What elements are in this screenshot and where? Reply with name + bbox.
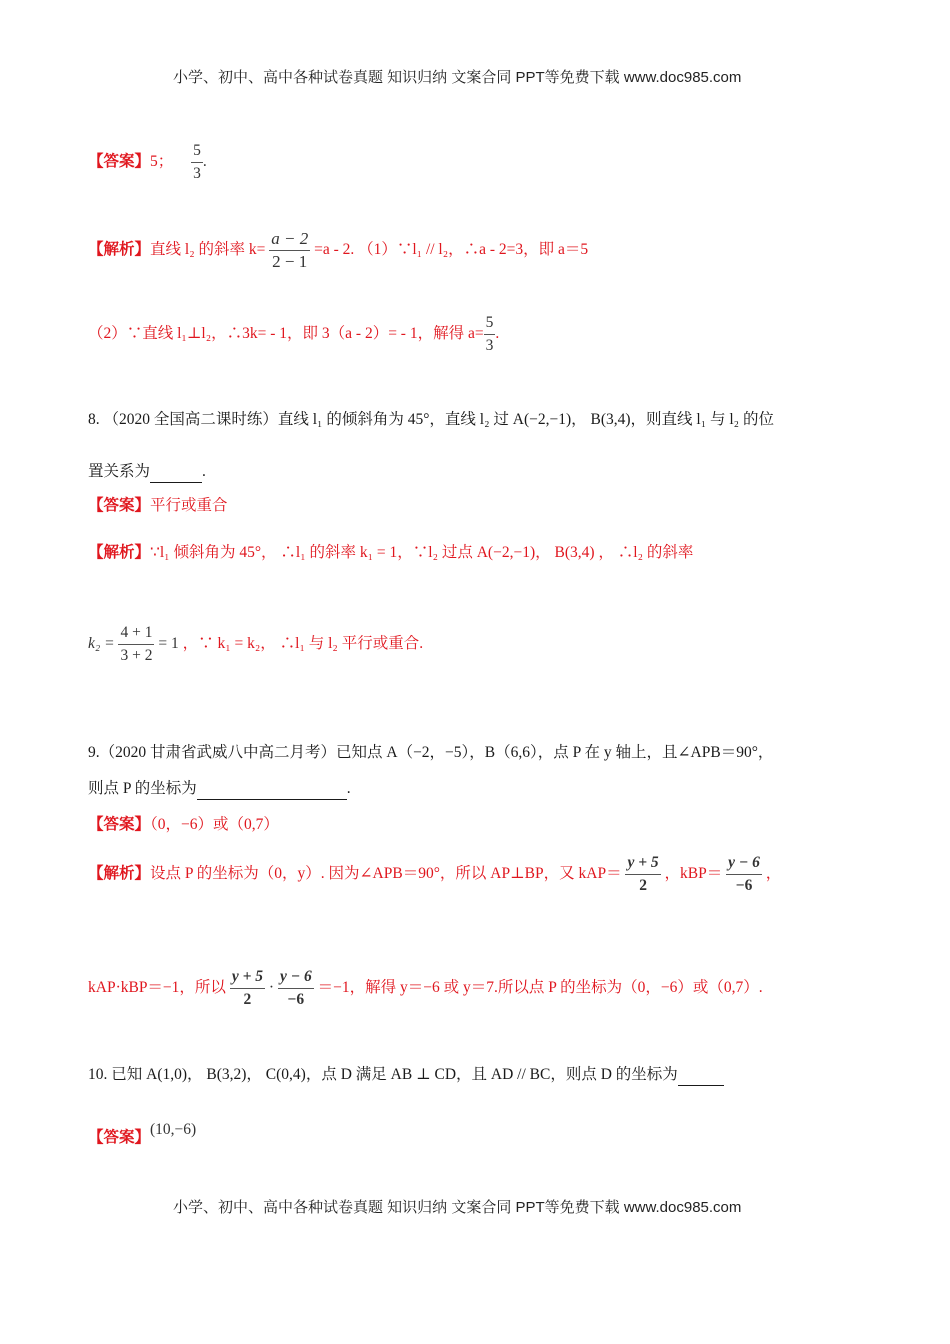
q8-question-line1: 8. （2020 全国高二课时练）直线 l₁ 的倾斜角为 45°，直线 l₂ 过 A(−2,−1)， B(3,4)，则直线 l₁ 与 l₂ 的位 xyxy=(88,411,774,428)
q9-analysis-line1: 【解析】设点 P 的坐标为（0，y）. 因为∠APB＝90°，所以 AP⊥BP，又 kAP＝ $\frac{y + 5}{2}$ ，kBP＝ $\frac{y - 6}{-6}$ ， xyxy=(88,852,781,897)
q7-slope-fraction: $\frac{a - 2}{2 - 1}$ xyxy=(271,229,309,271)
q9-kap-fraction: $\frac{y + 5}{2}$ xyxy=(627,854,659,894)
q8-analysis-line1: 【解析】∵l₁ 倾斜角为 45°， ∴l₁ 的斜率 k₁ = 1，∵l₂ 过点 A(−2,−1)， B(3,4) ， ∴l₂ 的斜率 xyxy=(88,544,694,561)
header-banner: 小学、初中、高中各种试卷真题 知识归纳 文案合同 PPT等免费下载 www.doc985.com xyxy=(173,69,742,86)
q8-question-line2: 置关系为 . xyxy=(88,462,206,483)
q10-answer: 【答案】(10,−6) xyxy=(88,1121,197,1146)
q7-answer-fraction: $\frac{5}{3}$ xyxy=(193,142,201,182)
q7-answer-prefix: 5； xyxy=(150,153,174,171)
q9-analysis-line2: kAP·kBP＝−1，所以 $\frac{y + 5}{2}$ · $\frac{y - 6}{-6}$ ＝−1，解得 y＝−6 或 y＝7.所以点 P 的坐标为（0，−6）或（0,7）. xyxy=(88,966,763,1011)
q9-question-line2: 则点 P 的坐标为 . xyxy=(88,779,351,800)
q8-answer-blank xyxy=(150,462,202,483)
q7-result-fraction: $\frac{5}{3}$ xyxy=(485,314,494,354)
analysis-label: 【解析】 xyxy=(88,241,151,259)
q7-analysis-line2: （2）∵直线 l₁⊥l₂，∴3k= - 1，即 3（a - 2）= - 1，解得 a= $\frac{5}{3}$ . xyxy=(88,312,499,357)
q9-product-fraction-1: $\frac{y + 5}{2}$ xyxy=(231,968,264,1008)
q7-answer: 【答案】5； $\frac{5}{3}$ . xyxy=(88,140,207,185)
q10-question-line1: 10. 已知 A(1,0)， B(3,2)， C(0,4)，点 D 满足 AB ⊥ CD，且 AD // BC，则点 D 的坐标为 xyxy=(88,1065,724,1086)
q9-answer: 【答案】（0，−6）或（0,7） xyxy=(88,816,279,833)
q8-analysis-line2: k₂ = $\frac{4 + 1}{3 + 2}$ = 1 ，∵ k₁ = k₂， ∴l₁ 与 l₂ 平行或重合. xyxy=(88,622,423,667)
q7-analysis-line1: 【解析】直线 l₂ 的斜率 k= $\frac{a - 2}{2 - 1}$ =a - 2. （1）∵l₁ // l₂，∴a - 2=3，即 a＝5 xyxy=(88,229,589,271)
q9-question-line1: 9.（2020 甘肃省武威八中高二月考）已知点 A（−2，−5），B（6,6），点 P 在 y 轴上，且∠APB＝90°， xyxy=(88,744,774,761)
footer-banner: 小学、初中、高中各种试卷真题 知识归纳 文案合同 PPT等免费下载 www.doc985.com xyxy=(173,1199,742,1216)
q8-slope-fraction: $\frac{4 + 1}{3 + 2}$ xyxy=(120,624,153,664)
q9-kbp-fraction: $\frac{y - 6}{-6}$ xyxy=(728,854,760,894)
answer-label: 【答案】 xyxy=(88,153,151,171)
q10-answer-blank xyxy=(678,1065,724,1086)
q9-answer-blank xyxy=(197,779,347,800)
q8-answer: 【答案】平行或重合 xyxy=(88,497,228,514)
q9-product-fraction-2: $\frac{y - 6}{-6}$ xyxy=(279,968,312,1008)
